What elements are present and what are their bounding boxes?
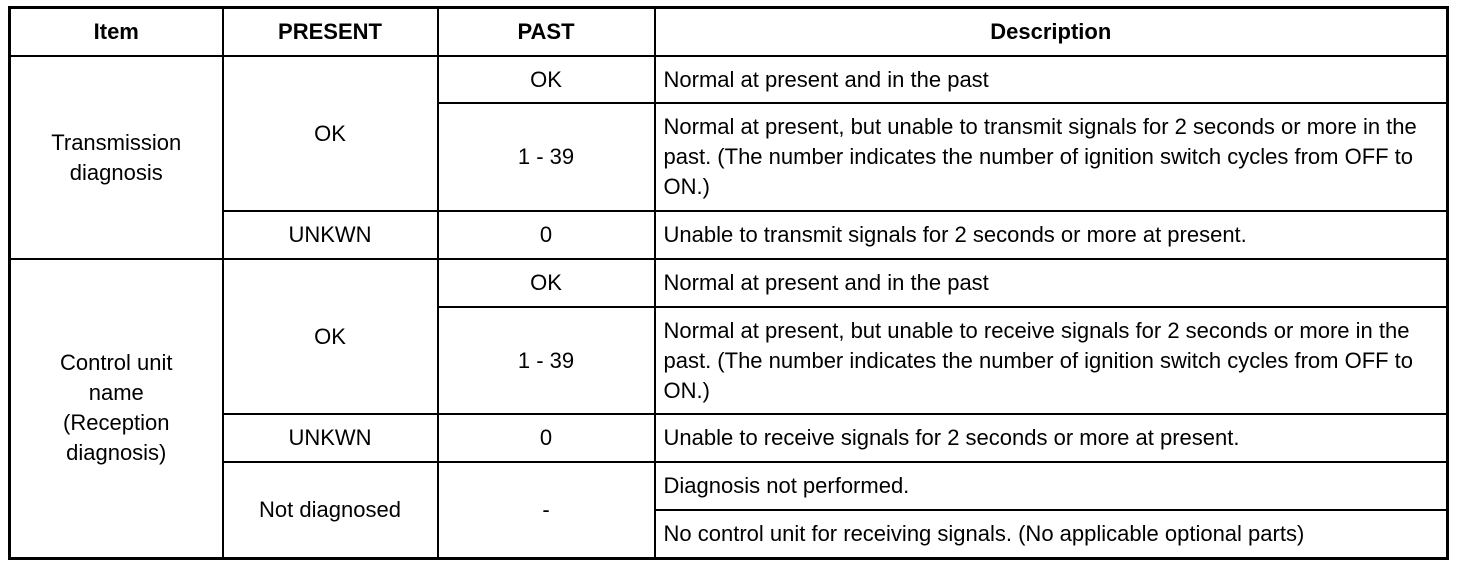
description-cell: Diagnosis not performed. (655, 462, 1448, 510)
past-cell: OK (438, 259, 655, 307)
table-header-row (10, 8, 1448, 57)
header-present: PRESENT (223, 8, 438, 57)
past-cell: 1 - 39 (438, 307, 655, 414)
description-cell: Normal at present, but unable to receive signals for 2 seconds or more in the past. (The number indicates the number of ignition switch cycles from OFF to ON.) (655, 307, 1448, 414)
description-cell: Unable to transmit signals for 2 seconds or more at present. (655, 211, 1448, 259)
past-cell: 0 (438, 414, 655, 462)
description-cell: No control unit for receiving signals. (No applicable optional parts) (655, 510, 1448, 558)
table-row (10, 259, 1448, 307)
item-reception: Control unit name (Reception diagnosis) (10, 259, 223, 558)
diagnosis-table (8, 6, 1449, 560)
past-cell: 0 (438, 211, 655, 259)
past-cell: 1 - 39 (438, 103, 655, 211)
item-transmission: Transmission diagnosis (10, 56, 223, 259)
header-description: Description (655, 8, 1448, 57)
description-cell: Normal at present, but unable to transmit signals for 2 seconds or more in the past. (The number indicates the number of ignition switch cycles from OFF to ON.) (655, 103, 1448, 211)
description-cell: Normal at present and in the past (655, 259, 1448, 307)
table-row (10, 56, 1448, 103)
table-row (10, 462, 1448, 510)
table-row (10, 414, 1448, 462)
present-cell: Not diagnosed (223, 462, 438, 558)
present-cell: OK (223, 259, 438, 414)
description-cell: Unable to receive signals for 2 seconds or more at present. (655, 414, 1448, 462)
present-cell: OK (223, 56, 438, 211)
table-row (10, 211, 1448, 259)
present-cell: UNKWN (223, 211, 438, 259)
description-cell: Normal at present and in the past (655, 56, 1448, 103)
past-cell: - (438, 462, 655, 558)
present-cell: UNKWN (223, 414, 438, 462)
past-cell: OK (438, 56, 655, 103)
header-item: Item (10, 8, 223, 57)
header-past: PAST (438, 8, 655, 57)
